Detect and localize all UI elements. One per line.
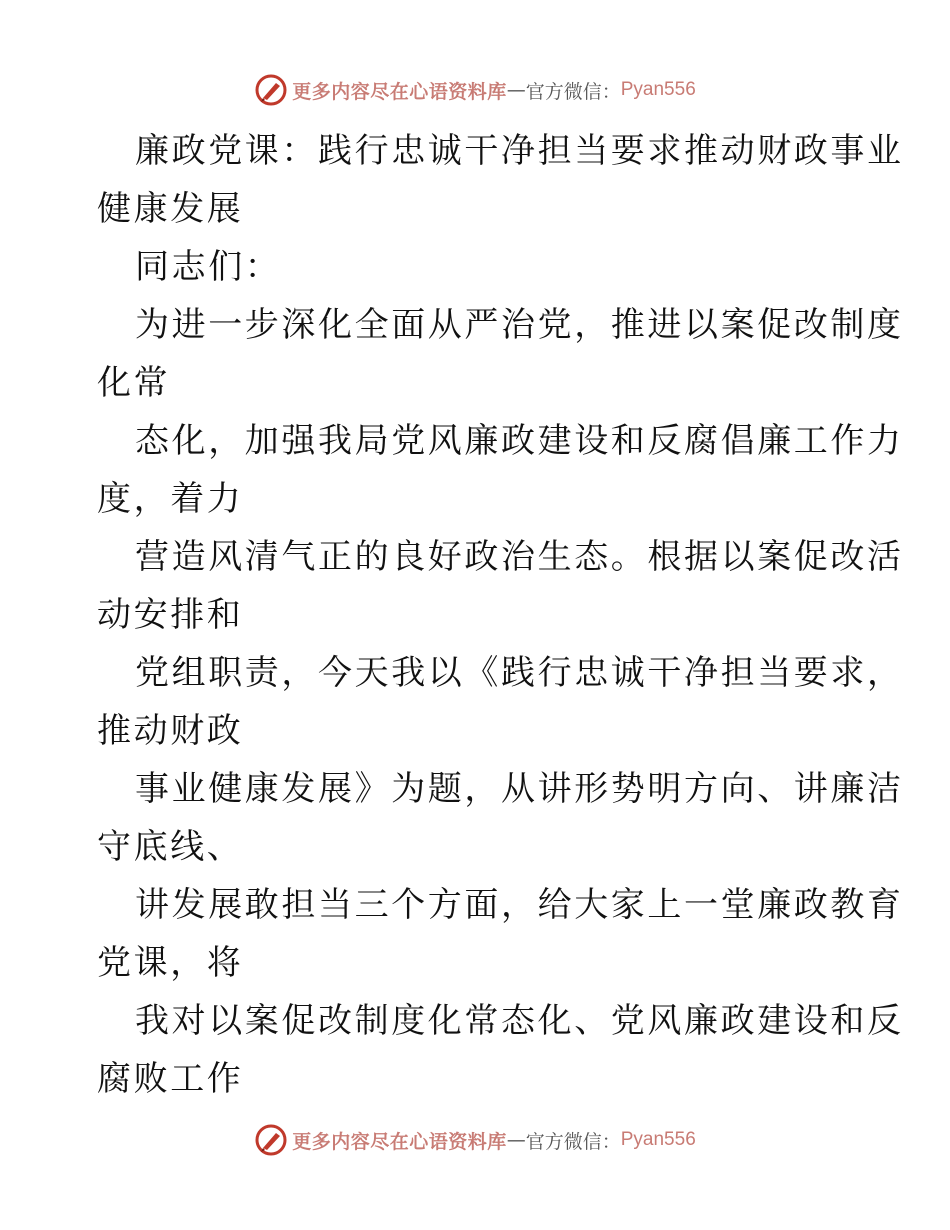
paragraph-line: 党组职责，今天我以《践行忠诚干净担当要求，	[135, 653, 904, 693]
paragraph-line: 营造风清气正的良好政治生态。根据以案促改活	[135, 537, 904, 577]
watermark-separator: —	[506, 79, 526, 101]
paragraph-line: 推动财政	[97, 711, 244, 751]
pen-logo-icon	[254, 73, 288, 107]
watermark-footer	[0, 1120, 950, 1160]
watermark-wechat-id: Pyan556	[620, 1129, 696, 1150]
paragraph-line: 党课，将	[97, 943, 244, 983]
paragraph-line: 事业健康发展》为题，从讲形势明方向、讲廉洁	[135, 769, 904, 809]
pen-logo-icon	[254, 1123, 288, 1157]
salutation: 同志们：	[135, 247, 282, 287]
watermark-main-text: 更多内容尽在心语资料库	[292, 1130, 507, 1153]
paragraph-line: 动安排和	[97, 595, 244, 635]
watermark-wechat-id: Pyan556	[620, 79, 696, 100]
paragraph-line: 腐败工作	[97, 1059, 244, 1099]
paragraph-line: 讲发展敢担当三个方面，给大家上一堂廉政教育	[135, 885, 904, 925]
watermark-main-text: 更多内容尽在心语资料库	[292, 80, 507, 103]
paragraph-line: 守底线、	[97, 827, 244, 867]
paragraph-line: 我对以案促改制度化常态化、党风廉政建设和反	[135, 1001, 904, 1041]
watermark-header	[0, 70, 950, 110]
paragraph-line: 度，着力	[97, 479, 244, 519]
paragraph-line: 态化，加强我局党风廉政建设和反腐倡廉工作力	[135, 421, 904, 461]
watermark-separator: —	[506, 1129, 526, 1151]
watermark-wechat-label: 官方微信：	[525, 80, 621, 103]
document-title-line-2: 健康发展	[97, 189, 244, 229]
document-title-line-1: 廉政党课：践行忠诚干净担当要求推动财政事业	[135, 131, 904, 171]
paragraph-line: 为进一步深化全面从严治党，推进以案促改制度	[135, 305, 904, 345]
watermark-wechat-label: 官方微信：	[525, 1130, 621, 1153]
document-body	[97, 122, 904, 1108]
paragraph-line: 化常	[97, 363, 171, 403]
